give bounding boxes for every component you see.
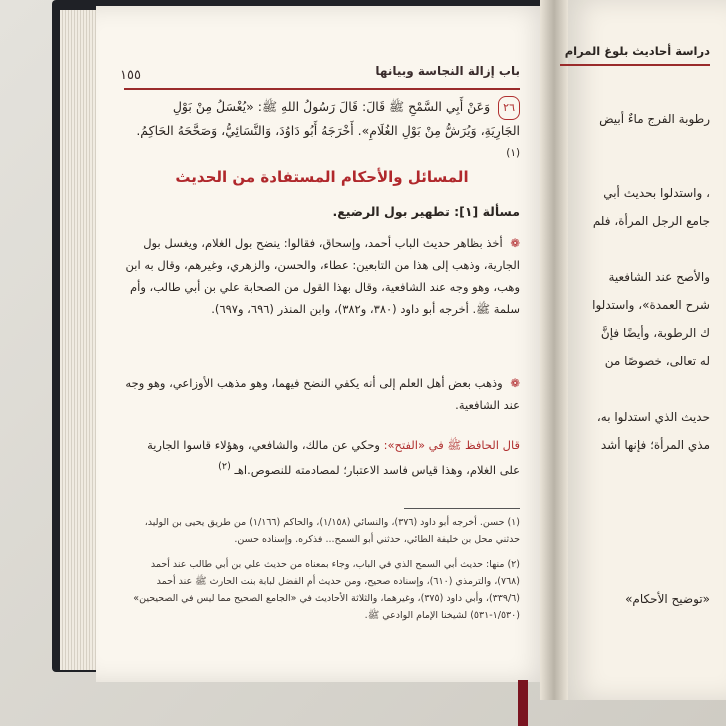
paragraph-1-text: أخذ بظاهر حديث الباب أحمد، وإسحاق، فقالوا: ينضح بول الغلام، ويغسل بول الجارية، وذهب إلى هذا من التابعين: عطاء، والحسن، والزهري، وغيرهم، وقال به ابن وهب، وهو وجه عند الشافعية، وقال بهذا القول من الصحابة علي بن أبي طالب، وأم سلمة ﷺ. أخرجه أبو داود (٣٨٠، و٣٨٢)، وابن المنذر (٦٩٦، و٦٩٧). bbox=[125, 236, 520, 316]
running-head: باب إزالة النجاسة وبيانها bbox=[375, 64, 520, 78]
right-line: شرح العمدة»، واستدلوا bbox=[592, 298, 710, 312]
flower-bullet-icon: ❁ bbox=[510, 376, 520, 390]
right-line: له تعالى، خصوصًا من bbox=[604, 354, 710, 368]
issue-label: مسألة [١]: تطهير بول الرضيع. bbox=[332, 204, 520, 219]
paragraph-3 bbox=[124, 434, 520, 481]
hadith-footnote-ref: (١) bbox=[506, 147, 520, 159]
footnote-1: (١) حسن. أخرجه أبو داود (٣٧٦)، والنسائي (١/١٥٨)، والحاكم (١/١٦٦) من طريق يحيى بن الوليد، حدثني محل بن خليفة الطائي، حدثني أبو السمح... فذكره. وإسناده حسن. bbox=[144, 517, 520, 545]
footnote-2: (٢) منها: حديث أبي السمح الذي في الباب، وجاء بمعناه من حديث علي بن أبي طالب عند أحمد (٧٦٨)، والترمذي (٦١٠)، وإسناده صحيح، ومن حديث أم الفضل لبابة بنت الحارث ﷺ عند أحمد (٣٣٩/٦)، وأبي داود (٣٧٥)، وغيرهما، والثلاثة الأحاديث في «الجامع الصحيح مما ليس في الصحيحين» (١/٥٣٠-٥٣١) لشيخنا الإمام الوادعي ﷺ. bbox=[133, 559, 520, 621]
page-header bbox=[120, 52, 520, 92]
quote-lead: قال الحافظ ﷺ في «الفتح»: bbox=[383, 438, 520, 452]
right-line: والأصح عند الشافعية bbox=[608, 270, 710, 284]
paragraph-3-text: وحكي عن مالك، والشافعي، وهؤلاء قاسوا الجارية على الغلام، وهذا قياس فاسد الاعتبار؛ لمصادمته للنصوص.اهـ bbox=[147, 438, 520, 477]
flower-bullet-icon: ❁ bbox=[510, 236, 520, 250]
right-line: «توضيح الأحكام» bbox=[625, 592, 710, 606]
footnote-rule bbox=[404, 508, 520, 509]
right-line: ك الرطوبة، وأيضًا فإنَّ bbox=[600, 326, 710, 340]
paragraph-3-footnote-ref: (٢) bbox=[218, 461, 231, 472]
hadith-line-2: الجَارِيَةِ، وَيُرَشُّ مِنْ بَوْلِ الغُلَامِ». أَخْرَجَهُ أَبُو دَاوُدَ، وَالنَّسَائِيُّ، وَصَحَّحَهُ الحَاكِمُ. bbox=[136, 123, 520, 138]
paragraph-2-text: وذهب بعض أهل العلم إلى أنه يكفي النضح فيهما، وهو مذهب الأوزاعي، وهو وجه عند الشافعية. bbox=[125, 376, 520, 412]
header-rule bbox=[124, 88, 520, 90]
page-edges bbox=[60, 10, 100, 670]
right-header-rule bbox=[560, 64, 710, 66]
right-line: ، واستدلوا بحديث أبي bbox=[603, 186, 710, 200]
right-line: حديث الذي استدلوا به، bbox=[596, 410, 710, 424]
page-number: ١٥٥ bbox=[120, 68, 141, 83]
right-line: رطوبة الفرج ماءٌ أبيض bbox=[599, 112, 710, 126]
paragraph-2 bbox=[124, 372, 520, 416]
right-running-head: دراسة أحاديث بلوغ المرام bbox=[564, 44, 710, 58]
hadith-number: ٢٦ bbox=[498, 96, 520, 120]
right-line: مذي المرأة؛ فإنها أشد bbox=[600, 438, 710, 452]
hadith-line-1: وَعَنْ أَبِي السَّمْحِ ﷺ قَالَ: قَالَ رَسُولُ اللهِ ﷺ: «يُغْسَلُ مِنْ بَوْلِ bbox=[172, 99, 491, 114]
hadith-text bbox=[124, 96, 520, 168]
paragraph-1 bbox=[124, 232, 520, 320]
right-line: جامع الرجل المرأة، فلم bbox=[592, 214, 710, 228]
section-title: المسائل والأحكام المستفادة من الحديث bbox=[175, 168, 469, 186]
bookmark-ribbon bbox=[518, 680, 528, 726]
